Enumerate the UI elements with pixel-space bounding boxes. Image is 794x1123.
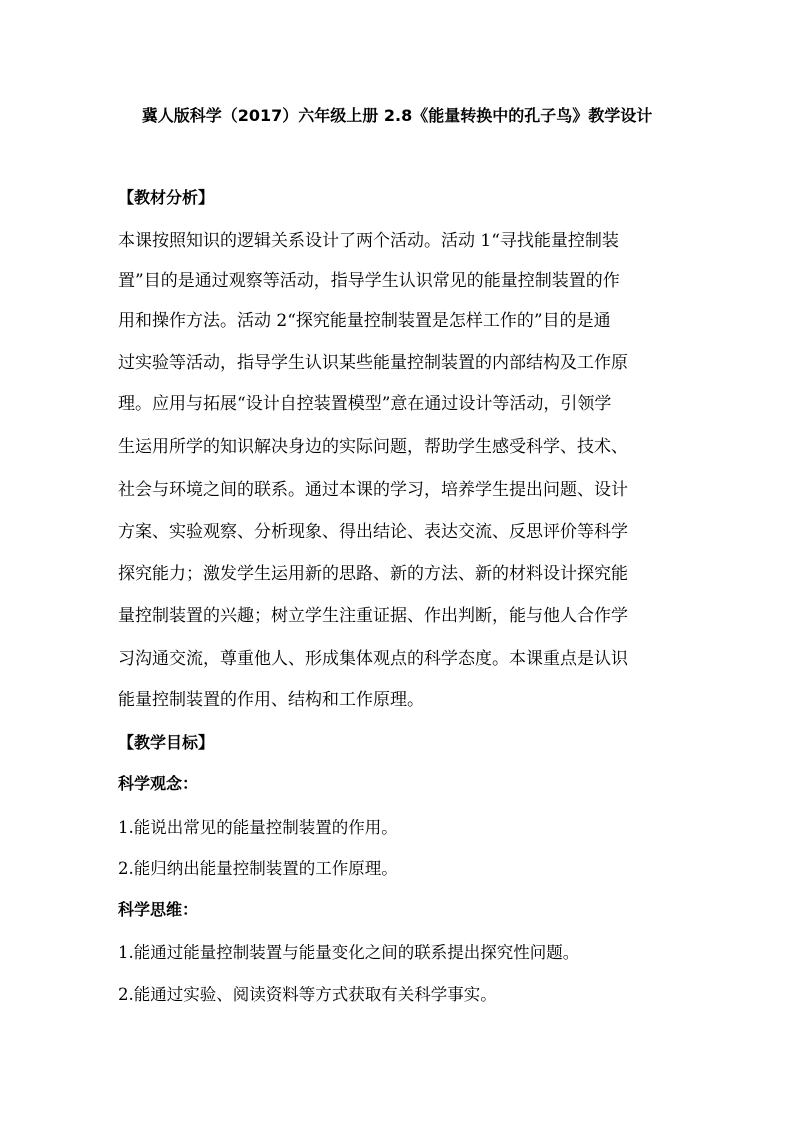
paragraph-line: 能量控制装置的作用、结构和工作原理。	[118, 690, 424, 710]
list-item: 1.能通过能量控制装置与能量变化之间的联系提出探究性问题。	[118, 943, 580, 962]
section-heading-textbook-analysis: 【教材分析】	[118, 188, 215, 207]
subheading-scientific-thinking: 科学思维：	[118, 900, 199, 919]
paragraph-line: 探究能力；激发学生运用新的思路、新的方法、新的材料设计探究能	[118, 564, 628, 584]
list-item: 2.能归纳出能量控制装置的工作原理。	[118, 859, 398, 878]
paragraph-line: 本课按照知识的逻辑关系设计了两个活动。活动 1“寻找能量控制装	[118, 231, 619, 251]
paragraph-line: 方案、实验观察、分析现象、得出结论、表达交流、反思评价等科学	[118, 522, 628, 542]
paragraph-line: 理。应用与拓展“设计自控装置模型”意在通过设计等活动，引领学	[118, 394, 612, 414]
paragraph-line: 量控制装置的兴趣；树立学生注重证据、作出判断，能与他人合作学	[118, 606, 628, 626]
paragraph-line: 习沟通交流，尊重他人、形成集体观点的科学态度。本课重点是认识	[118, 649, 628, 669]
paragraph-line: 用和操作方法。活动 2“探究能量控制装置是怎样工作的”目的是通	[118, 311, 611, 331]
list-item: 2.能通过实验、阅读资料等方式获取有关科学事实。	[118, 985, 497, 1004]
paragraph-line: 社会与环境之间的联系。通过本课的学习，培养学生提出问题、设计	[118, 480, 628, 500]
document-title: 冀人版科学（2017）六年级上册 2.8《能量转换中的孔子鸟》教学设计	[141, 106, 653, 125]
list-item: 1.能说出常见的能量控制装置的作用。	[118, 818, 398, 837]
paragraph-line: 生运用所学的知识解决身边的实际问题，帮助学生感受科学、技术、	[118, 437, 628, 457]
paragraph-line: 过实验等活动，指导学生认识某些能量控制装置的内部结构及工作原	[118, 353, 628, 373]
section-heading-teaching-goals: 【教学目标】	[118, 733, 215, 752]
subheading-scientific-concepts: 科学观念：	[118, 774, 199, 793]
paragraph-line: 置”目的是通过观察等活动，指导学生认识常见的能量控制装置的作	[118, 271, 620, 291]
